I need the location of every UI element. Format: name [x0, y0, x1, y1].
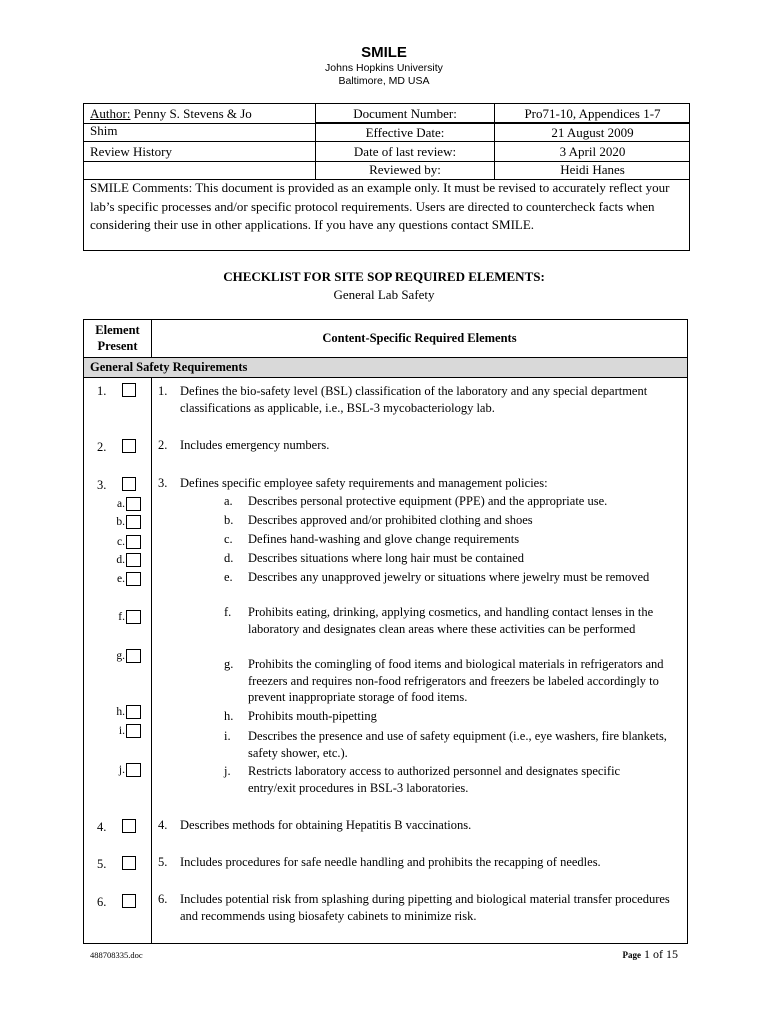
sub-letter-a: a.	[117, 498, 125, 510]
effective-date-value: 21 August 2009	[551, 125, 634, 140]
info-divider-1	[315, 122, 690, 123]
sub-letter-c: c.	[117, 536, 125, 548]
section-general-safety: General Safety Requirements	[84, 357, 687, 378]
footer-filename: 488708335.doc	[90, 950, 143, 960]
item-3-number: 3.	[158, 476, 168, 490]
checklist-subtitle: General Lab Safety	[333, 287, 435, 302]
sub-letter-i: i.	[118, 725, 125, 737]
checkbox-3h[interactable]	[126, 705, 141, 719]
author-divider	[84, 141, 315, 142]
item-5-number: 5.	[158, 855, 168, 869]
item-number-3: 3.	[97, 478, 107, 492]
checkbox-item-3[interactable]	[122, 477, 136, 491]
subitem-3f-text: Prohibits eating, drinking, applying cosmetics, and handling contact lenses in the laboratory and designates clean areas where these activities can be performed	[248, 605, 654, 636]
reviewed-by-value: Heidi Hanes	[560, 162, 625, 177]
page-number	[623, 947, 679, 962]
item-4-number: 4.	[158, 818, 168, 832]
effective-date-label: Effective Date:	[365, 125, 445, 140]
page-word: Page	[622, 950, 641, 960]
item-2-text: Includes emergency numbers.	[180, 438, 330, 452]
checkbox-3d[interactable]	[126, 553, 141, 567]
item-number-1: 1.	[97, 384, 107, 398]
sub-letter-h: h.	[116, 706, 125, 718]
subitem-3g-letter: g.	[224, 657, 234, 671]
page-current: 1	[644, 947, 650, 961]
checkbox-3b[interactable]	[126, 515, 141, 529]
subitem-3d-text: Describes situations where long hair must be contained	[248, 551, 524, 565]
checkbox-3g[interactable]	[126, 649, 141, 663]
subitem-3f-letter: f.	[224, 605, 232, 619]
page-of: of	[653, 947, 663, 961]
last-review-label: Date of last review:	[353, 144, 457, 159]
document-header	[0, 44, 768, 88]
author-name-line2: Shim	[90, 123, 118, 138]
review-history-label: Review History	[90, 144, 172, 159]
item-5-text: Includes procedures for safe needle handling and prohibits the recapping of needles.	[180, 855, 601, 869]
item-number-2: 2.	[97, 440, 107, 454]
sub-letter-d: d.	[116, 554, 125, 566]
page-total: 15	[666, 947, 678, 961]
element-present-header	[84, 320, 151, 357]
subitem-3i-letter: i.	[224, 729, 231, 743]
checkbox-3j[interactable]	[126, 763, 141, 777]
author-label: Author:	[90, 106, 131, 121]
item-number-6: 6.	[97, 895, 107, 909]
author-name-line1: Penny S. Stevens & Jo	[130, 106, 252, 121]
content-elements-header: Content-Specific Required Elements	[322, 331, 517, 345]
sub-letter-g: g.	[116, 650, 125, 662]
subitem-3e-letter: e.	[224, 570, 233, 584]
location: Baltimore, MD USA	[338, 75, 430, 87]
subitem-3b-letter: b.	[224, 513, 234, 527]
document-info-table	[83, 103, 690, 251]
item-1-text: Defines the bio-safety level (BSL) classification of the laboratory and any special department classifications as applicable, i.e., BSL-3 mycobacteriology lab.	[180, 384, 648, 415]
checkbox-3i[interactable]	[126, 724, 141, 738]
subitem-3b-text: Describes approved and/or prohibited clothing and shoes	[248, 513, 533, 527]
sub-letter-f: f.	[118, 611, 125, 623]
doc-number-value: Pro71-10, Appendices 1-7	[524, 106, 661, 121]
checkbox-3c[interactable]	[126, 535, 141, 549]
item-6-text: Includes potential risk from splashing during pipetting and biological material transfer procedures and recommends using biosafety cabinets to minimize risk.	[180, 892, 670, 923]
checklist-title: CHECKLIST FOR SITE SOP REQUIRED ELEMENTS:	[223, 269, 545, 284]
checkbox-3e[interactable]	[126, 572, 141, 586]
subitem-3j-text: Restricts laboratory access to authorized personnel and designates specific entry/exit procedures in BSL-3 laboratories.	[248, 764, 621, 795]
checkbox-item-5[interactable]	[122, 856, 136, 870]
item-2-number: 2.	[158, 438, 168, 452]
item-number-5: 5.	[97, 857, 107, 871]
subitem-3j-letter: j.	[224, 764, 231, 778]
subitem-3h-text: Prohibits mouth-pipetting	[248, 709, 377, 723]
subitem-3d-letter: d.	[224, 551, 234, 565]
checkbox-item-2[interactable]	[122, 439, 136, 453]
subitem-3a-text: Describes personal protective equipment (PPE) and the appropriate use.	[248, 494, 608, 508]
subitem-3g-text: Prohibits the comingling of food items and biological materials in refrigerators and freezers and requires non-food refrigerators and freezers be labeled accordingly to prevent inappropriate storage of food items.	[248, 657, 664, 704]
info-divider-2	[315, 141, 690, 142]
checkbox-item-4[interactable]	[122, 819, 136, 833]
subitem-3e-text: Describes any unapproved jewelry or situations where jewelry must be removed	[248, 570, 650, 584]
last-review-value: 3 April 2020	[559, 144, 626, 159]
subitem-3h-letter: h.	[224, 709, 234, 723]
checkbox-3f[interactable]	[126, 610, 141, 624]
subitem-3i-text: Describes the presence and use of safety equipment (i.e., eye washers, fire blankets, safety shower, etc.).	[248, 729, 667, 760]
smile-comments: SMILE Comments: This document is provided as an example only. It must be revised to accurately reflect your lab’s specific processes and/or specific protocol requirements. Users are directed to countercheck facts when considering their use in other applications. If you have any questions contact SMILE.	[90, 180, 670, 232]
author-cell	[90, 105, 312, 139]
doc-number-label: Document Number:	[353, 106, 457, 121]
checkbox-item-1[interactable]	[122, 383, 136, 397]
sub-letter-b: b.	[116, 516, 125, 528]
item-3-text: Defines specific employee safety requirements and management policies:	[180, 476, 548, 490]
subitem-3c-text: Defines hand-washing and glove change requirements	[248, 532, 520, 546]
sub-letter-j: j.	[118, 764, 125, 776]
university-name: Johns Hopkins University	[325, 62, 443, 74]
item-number-4: 4.	[97, 820, 107, 834]
org-name: SMILE	[361, 44, 407, 61]
sub-letter-e: e.	[117, 573, 125, 585]
subitem-3c-letter: c.	[224, 532, 233, 546]
column-divider	[151, 320, 152, 943]
reviewed-by-label: Reviewed by:	[369, 162, 441, 177]
element-present-header-line2: Present	[97, 339, 138, 353]
subitem-3a-letter: a.	[224, 494, 233, 508]
checkbox-3a[interactable]	[126, 497, 141, 511]
element-present-header-line1: Element	[95, 323, 140, 337]
item-4-text: Describes methods for obtaining Hepatitis B vaccinations.	[180, 818, 472, 832]
checklist-title-block	[0, 268, 768, 304]
checkbox-item-6[interactable]	[122, 894, 136, 908]
item-1-number: 1.	[158, 384, 168, 398]
item-6-number: 6.	[158, 892, 168, 906]
